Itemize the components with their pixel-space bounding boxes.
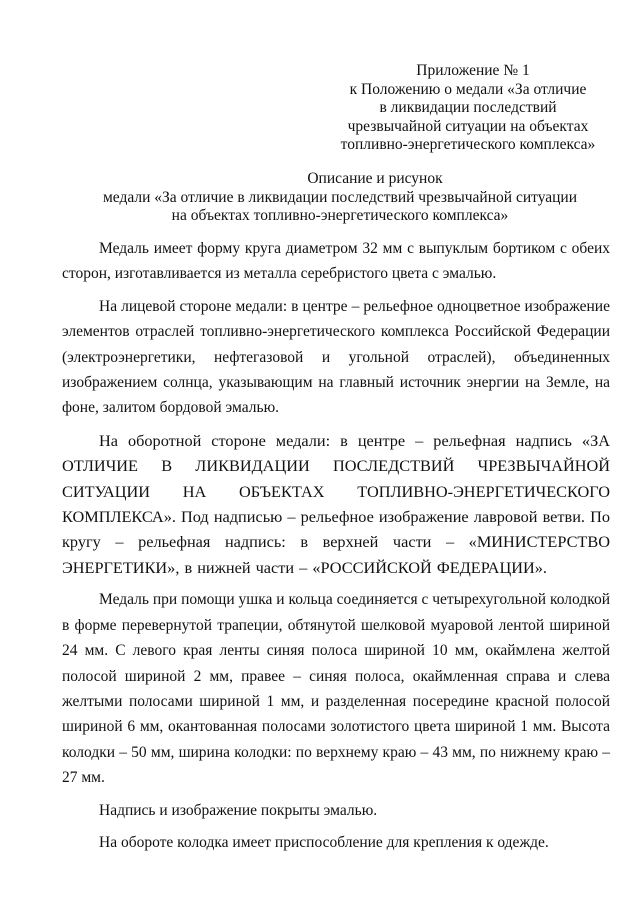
appendix-reference-line-4: топливно-энергетического комплекса» [340, 136, 596, 153]
appendix-reference-line-2: в ликвидации последствий [379, 99, 557, 116]
paragraph-attachment: На обороте колодка имеет приспособление для крепления к одежде. [99, 833, 549, 851]
paragraph-ribbon: Медаль при помощи ушка и кольца соединяется с четырехугольной колодкой в форме перевернутой трапеции, обтянутой шелковой муаровой лентой шириной 24 мм. С левого края ленты синяя полоса шириной 10 мм, окаймлена желтой полосой шириной 2 мм, правее – синяя полоса, окаймленная справа и слева желтыми полосами шириной 1 мм, и разделенная посередине красной полосой шириной 6 мм, окантованная полосами золотистого цвета шириной 1 мм. Высота колодки – 50 мм, ширина колодки: по верхнему краю – 43 мм, по нижнему краю – 27 мм. [62, 591, 610, 787]
appendix-reference-line-3: чрезвычайной ситуации на объектах [347, 117, 589, 135]
paragraph-obverse: На лицевой стороне медали: в центре – рельефное одноцветное изображение элементов отраслей топливно-энергетического комплекса Российской Федерации (электроэнергетики, нефтегазовой и угольной отраслей), объединенных изображением солнца, указывающим на главный источник энергии на Земле, на фоне, залитом бордовой эмалью. [62, 297, 610, 417]
title-line-2: медали «За отличие в ликвидации последствий чрезвычайной ситуации [102, 188, 577, 206]
document-body [62, 236, 610, 862]
document-title [60, 170, 620, 226]
appendix-reference-line-1: к Положению о медали «За отличие [349, 80, 587, 98]
appendix-number: Приложение № 1 [416, 62, 530, 79]
paragraph-medal-shape: Медаль имеет форму круга диаметром 32 мм с выпуклым бортиком с обеих сторон, изготавливается из металла серебристого цвета с эмалью. [62, 240, 610, 283]
title-line-3: на объектах топливно-энергетического комплекса» [171, 207, 509, 224]
appendix-header [330, 62, 606, 155]
title-line-1: Описание и рисунок [307, 170, 443, 187]
paragraph-reverse: На оборотной стороне медали: в центре – рельефная надпись «ЗА ОТЛИЧИЕ В ЛИКВИДАЦИИ ПОСЛЕДСТВИЙ ЧРЕЗВЫЧАЙНОЙ СИТУАЦИИ НА ОБЪЕКТАХ ТОПЛИВНО-ЭНЕРГЕТИЧЕСКОГО КОМПЛЕКСА». Под надписью – рельефное изображение лавровой ветви. По кругу – рельефная надпись: в верхней части – «МИНИСТЕРСТВО ЭНЕРГЕТИКИ», в нижней части – «РОССИЙСКОЙ ФЕДЕРАЦИИ». [62, 430, 610, 577]
paragraph-enamel: Надпись и изображение покрыты эмалью. [99, 801, 378, 819]
